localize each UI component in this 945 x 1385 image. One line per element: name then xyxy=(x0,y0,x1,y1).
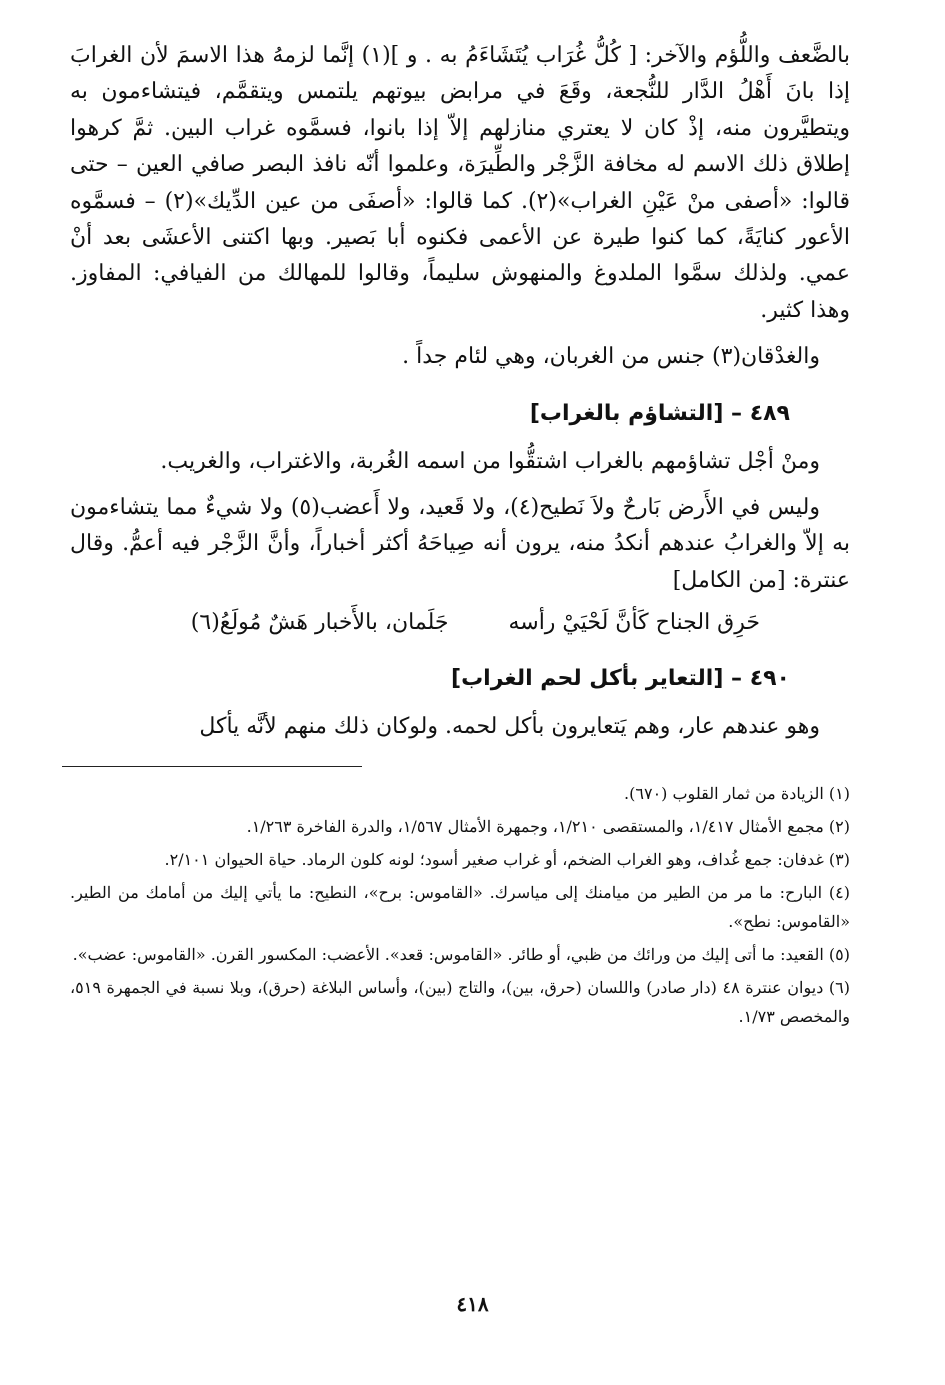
footnote-item: (٣) غدفان: جمع غُداف، وهو الغراب الضخم، أو غراب صغير أسود؛ لونه كلون الرماد. حياة الحيوان ٢/١٠١. xyxy=(164,849,850,869)
poetry-verse xyxy=(70,605,850,641)
footnotes xyxy=(70,779,850,1031)
section-heading-490: ٤٩٠ – [التعاير بأكل لحم الغراب] xyxy=(451,666,790,692)
section-heading-489: ٤٨٩ – [التشاؤم بالغراب] xyxy=(529,400,790,426)
footnote-item: (٢) مجمع الأمثال ١/٤١٧، والمستقصى ١/٢١٠، وجمهرة الأمثال ١/٥٦٧، والدرة الفاخرة ١/٢٦٣. xyxy=(246,816,850,836)
paragraph-intro: بالضَّعف واللُّؤم والآخر: [ كُلُّ غُرَاب يُتَشَاءَمُ به . و ](١) إنَّما لزمهُ هذا الاسمَ لأن الغرابَ إذا بانَ أَهْلُ الدَّار للنُّجعة، وقَعَ في مرابض بيوتهم يلتمس ويتقمَّم، فيتشاءمون به ويتطيَّرون منه، إذْ كان لا يعتري منازلهم إلاّ إذا بانوا، فسمَّوه غراب البين. ثمَّ كرهوا إطلاق ذلك الاسم له مخافة الزَّجْر والطِّيرَة، وعلموا أنّه نافذ البصر صافي العين – حتى قالوا: «أصفى منْ عَيْنِ الغراب»(٢). كما قالوا: «أصفَى من عين الدِّيك»(٢) – فسمَّوه الأعور كنايَةً، كما كنوا طيرة عن الأعمى فكنوه أبا بَصير. وبها اكتنى الأعشَى بعد أنْ عمي. ولذلك سمَّوا الملدوغ والمنهوش سليماً، وقالوا للمهالك من الفيافي: المفاوز. وهذا كثير. xyxy=(70,43,851,323)
page-body xyxy=(70,38,850,1035)
footnote-item: (١) الزيادة من ثمار القلوب (٦٧٠). xyxy=(624,783,850,803)
paragraph-eating-crow: وهو عندهم عار، وهم يَتعايرون بأكل لحمه. ولوكان ذلك منهم لأنَّه يأكل xyxy=(199,714,820,740)
paragraph-ghudfan: والغدْقان(٣) جنس من الغربان، وهي لئام جداً . xyxy=(402,344,820,370)
paragraph-derivation: ومنْ أجْل تشاؤمهم بالغراب اشتقُّوا من اسمه الغُربة، والاغتراب، والغريب. xyxy=(160,448,820,474)
page-number: ٤١٨ xyxy=(456,1292,489,1316)
verse-second-hemistich: جَلَمان، بالأَخبار هَشٌ مُولَعُ(٦) xyxy=(190,610,449,636)
paragraph-omens: وليس في الأَرض بَارحٌ ولاَ نَطيح(٤)، ولا قَعيد، ولا أَعضب(٥) ولا شيءٌ مما يتشاءمون به إلاّ والغرابُ عندهم أنكدُ منه، يرون أنه صِياحَهُ أكثر أخباراً، وأنَّ الزَّجْر فيه أعمُّ. وقال عنترة: [من الكامل] xyxy=(70,495,850,593)
footnote-item: (٤) البارح: ما مر من الطير من ميامنك إلى مياسرك. «القاموس: برح»، النطيح: ما يأتي إليك من أمامك من الطير. «القاموس: نطح». xyxy=(70,882,850,931)
footnote-divider xyxy=(62,766,362,767)
footnote-item: (٥) القعيد: ما أتى إليك من ورائك من ظبي، أو طائر. «القاموس: قعد». الأعضب: المكسور القرن. «القاموس: عضب». xyxy=(72,944,850,964)
footnote-item: (٦) ديوان عنترة ٤٨ (دار صادر) واللسان (حرق، بين)، والتاج (بين)، وأساس البلاغة (حرق)، وبلا نسبة في الجمهرة ٥١٩، والمخصص ١/٧٣. xyxy=(70,977,851,1026)
verse-first-hemistich: حَرِق الجناح كَأنَّ لَحْيَيْ رأسه xyxy=(508,610,760,636)
